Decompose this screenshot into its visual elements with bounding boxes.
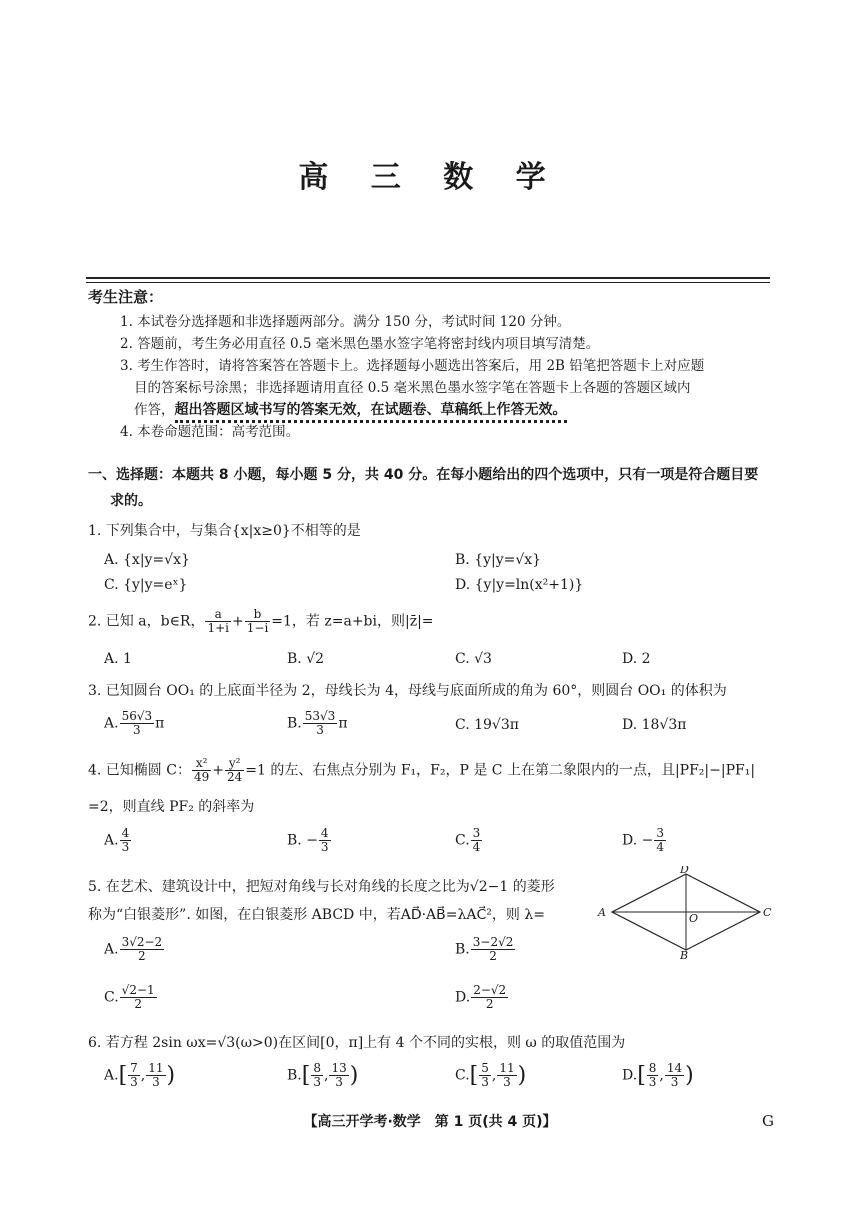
q5-c-den: 2 (134, 997, 142, 1011)
q4-c-den: 4 (472, 840, 481, 854)
q3-stem: 3. 已知圆台 OO₁ 的上底面半径为 2，母线长为 4，母线与底面所成的角为 60°，则圆台 OO₁ 的体积为 (88, 683, 727, 699)
note-2: 2. 答题前，考生务必用直径 0.5 毫米黑色墨水签字笔将密封线内项目填写清楚。 (120, 336, 600, 352)
q6-c-n1: 5 (481, 1061, 489, 1075)
q5-d-num: 2−√2 (473, 983, 507, 997)
q6-a-n2: 11 (148, 1061, 164, 1075)
q5-d-den: 2 (485, 997, 494, 1011)
q1-option-d: D. {y|y=ln(x²+1)} (455, 577, 584, 593)
q5-a-num: 3√2−2 (121, 935, 163, 949)
q6-option-b: B.[ $\frac{8}{3}$ , $\frac{13}{3}$ ) (287, 1061, 359, 1089)
q6-d-n1: 8 (648, 1061, 657, 1075)
note-3-cont2 (134, 399, 778, 421)
label-o: O (689, 912, 699, 925)
q5-option-a (104, 936, 165, 963)
q6-c-d1: 3 (481, 1075, 489, 1089)
q4-d-num: 3 (656, 826, 664, 840)
q5-d-label: D. (455, 989, 471, 1006)
q3-option-a (104, 710, 164, 737)
q6-d-d1: 3 (648, 1075, 657, 1089)
q5-stem-line2: 称为“白银菱形”. 如图，在白银菱形 ABCD 中，若AD⃗·AB⃗=λAC⃗²，则 λ= (88, 907, 545, 923)
q6-option-a: A.[ $\frac{7}{3}$ , $\frac{11}{3}$ ) (104, 1061, 176, 1089)
section-line-2: 求的。 (110, 493, 152, 509)
q5-option-d (455, 984, 509, 1011)
page-title: 高 三 数 学 (298, 160, 562, 195)
q6-b-d2: 3 (335, 1075, 343, 1089)
notes-heading: 考生注意： (88, 288, 164, 306)
q6-a-d1: 3 (130, 1075, 138, 1089)
q6-c-n2: 11 (499, 1061, 515, 1075)
q4-option-d (622, 827, 667, 854)
q4-c-frac (471, 827, 483, 854)
q6-b-n2: 13 (331, 1061, 347, 1075)
q5-a-frac (120, 936, 165, 963)
q6-d-d2: 3 (670, 1075, 679, 1089)
q4-a-frac (120, 827, 132, 854)
q4-option-c (455, 827, 483, 854)
q4-frac-1 (192, 757, 211, 784)
q4-stem-pre: 4. 已知椭圆 C： (88, 762, 191, 779)
q4-frac-2-num: y² (225, 757, 244, 771)
q6-a-label: A. (104, 1067, 119, 1084)
q2-frac-2-num: b (245, 608, 271, 622)
divider-thin (86, 282, 770, 283)
page-footer: 【高三开学考·数学 第 1 页(共 4 页)】 (303, 1114, 557, 1130)
q6-a-d2: 3 (152, 1075, 160, 1089)
q4-a-den: 3 (121, 840, 130, 854)
q4-b-den: 3 (320, 840, 329, 854)
label-d: D (680, 866, 689, 876)
q3-a-den: 3 (133, 723, 141, 737)
q6-c-label: C. (455, 1067, 470, 1084)
q5-a-den: 2 (138, 949, 146, 963)
note-3: 3. 考生作答时，请将答案答在答题卡上。选择题每小题选出答案后，用 2B 铅笔把答题卡上对应题 (120, 358, 705, 374)
section-heading (88, 462, 778, 514)
q4-frac-1-den: 49 (193, 770, 210, 784)
q2-frac-2 (245, 608, 271, 635)
q4-b-label: B. − (287, 832, 318, 849)
note-1: 1. 本试卷分选择题和非选择题两部分。满分 150 分，考试时间 120 分钟。 (120, 314, 571, 330)
q5-a-label: A. (104, 941, 119, 958)
q6-a-n1: 7 (130, 1061, 138, 1075)
q2-stem-post: =1，若 z=a+bi，则|z̄|= (271, 613, 434, 630)
note-3-cont: 目的答案标号涂黑；非选择题请用直径 0.5 毫米黑色墨水签字笔在答题卡上各题的答题区域内 (134, 380, 691, 396)
q4-a-num: 4 (121, 826, 130, 840)
q6-option-c: C.[ $\frac{5}{3}$ , $\frac{11}{3}$ ) (455, 1061, 527, 1089)
q3-b-label: B. (287, 715, 302, 732)
q1-option-c: C. {y|y=eˣ} (104, 577, 188, 593)
q3-b-frac (303, 710, 338, 737)
q4-option-a (104, 827, 132, 854)
note-3-emphasis: 超出答题区域书写的答案无效，在试题卷、草稿纸上作答无效。 (175, 402, 567, 423)
notes-block (88, 286, 778, 443)
label-c: C (763, 906, 772, 919)
q2-frac-1 (205, 608, 231, 635)
q3-b-den: 3 (316, 723, 324, 737)
q1-stem: 1. 下列集合中，与集合{x|x≥0}不相等的是 (88, 523, 361, 539)
q1-option-a: A. {x|y=√x} (104, 552, 190, 568)
q3-a-frac (120, 710, 155, 737)
q2-option-b: B. √2 (287, 651, 325, 667)
q2-stem-pre: 2. 已知 a，b∈R， (88, 613, 205, 630)
q5-b-den: 2 (489, 949, 497, 963)
q2-frac-2-den: 1−i (246, 621, 269, 635)
q4-a-label: A. (104, 832, 119, 849)
q5-b-frac (471, 936, 516, 963)
label-b: B (680, 949, 689, 960)
q3-option-c: C. 19√3π (455, 717, 519, 733)
q4-frac-1-num: x² (192, 757, 211, 771)
q5-option-b (455, 936, 516, 963)
q5-c-num: √2−1 (121, 983, 155, 997)
rhombus-figure (596, 866, 782, 960)
q4-c-label: C. (455, 832, 470, 849)
q3-option-d: D. 18√3π (622, 717, 687, 733)
q5-d-frac (471, 984, 508, 1011)
q2-option-c: C. √3 (455, 651, 492, 667)
version-mark: G (762, 1112, 774, 1130)
note-3-prefix: 作答， (134, 402, 175, 418)
q5-option-c (104, 984, 158, 1011)
q5-b-label: B. (455, 941, 470, 958)
q5-c-frac (120, 984, 157, 1011)
q4-c-num: 3 (472, 826, 481, 840)
divider-thick (86, 277, 770, 279)
q4-b-frac (319, 827, 331, 854)
q3-option-b (287, 710, 348, 737)
q4-frac-2 (225, 757, 244, 784)
q2-stem: 2. 已知 a，b∈R， $\frac{a}{1+i}$ + $\frac{b}{1-i}$ =1，若 z=a+bi，则|z̄|= (88, 607, 434, 635)
q3-a-tail: π (155, 715, 165, 732)
q6-c-d2: 3 (503, 1075, 511, 1089)
q4-stem-line2: =2，则直线 PF₂ 的斜率为 (88, 799, 255, 815)
q5-stem-line1: 5. 在艺术、建筑设计中，把短对角线与长对角线的长度之比为√2−1 的菱形 (88, 879, 555, 895)
q2-frac-1-den: 1+i (207, 621, 230, 635)
q6-stem: 6. 若方程 2sin ωx=√3(ω>0)在区间[0，π]上有 4 个不同的实根，则 ω 的取值范围为 (88, 1035, 626, 1051)
note-4: 4. 本卷命题范围：高考范围。 (120, 424, 300, 440)
q4-d-frac (654, 827, 666, 854)
q4-stem: 4. 已知椭圆 C： $\frac{\text{x²}}{49}$ + $\frac{\text{y²}}{24}$ =1 的左、右焦点分别为 F₁，F₂，P 是 C 上在第二象限内的一点，且|PF₂|−|PF₁| (88, 756, 756, 784)
q2-option-d: D. 2 (622, 651, 651, 667)
section-line-1: 一、选择题：本题共 8 小题，每小题 5 分，共 40 分。在每小题给出的四个选项中，只有一项是符合题目要 (88, 467, 759, 483)
q4-d-den: 4 (656, 840, 664, 854)
q4-stem-post: =1 的左、右焦点分别为 F₁，F₂，P 是 C 上在第二象限内的一点，且|PF₂|−|PF₁| (245, 762, 756, 779)
q5-c-label: C. (104, 989, 119, 1006)
q3-b-tail: π (338, 715, 348, 732)
label-a: A (598, 906, 606, 919)
q6-d-label: D. (622, 1067, 638, 1084)
q6-d-n2: 14 (666, 1061, 683, 1075)
q3-b-num: 53√3 (304, 709, 336, 723)
q4-frac-2-den: 24 (227, 770, 243, 784)
q5-b-num: 3−2√2 (472, 935, 514, 949)
q4-b-num: 4 (320, 826, 329, 840)
q2-option-a: A. 1 (104, 651, 132, 667)
q1-option-b: B. {y|y=√x} (455, 552, 542, 568)
q3-a-label: A. (104, 715, 119, 732)
q2-frac-1-num: a (205, 608, 231, 622)
q6-b-d1: 3 (313, 1075, 321, 1089)
q3-a-num: 56√3 (121, 709, 153, 723)
q6-b-label: B. (287, 1067, 302, 1084)
q6-option-d: D.[ $\frac{8}{3}$ , $\frac{14}{3}$ ) (622, 1061, 694, 1089)
q4-option-b (287, 827, 332, 854)
q4-d-label: D. − (622, 832, 654, 849)
q6-b-n1: 8 (313, 1061, 321, 1075)
